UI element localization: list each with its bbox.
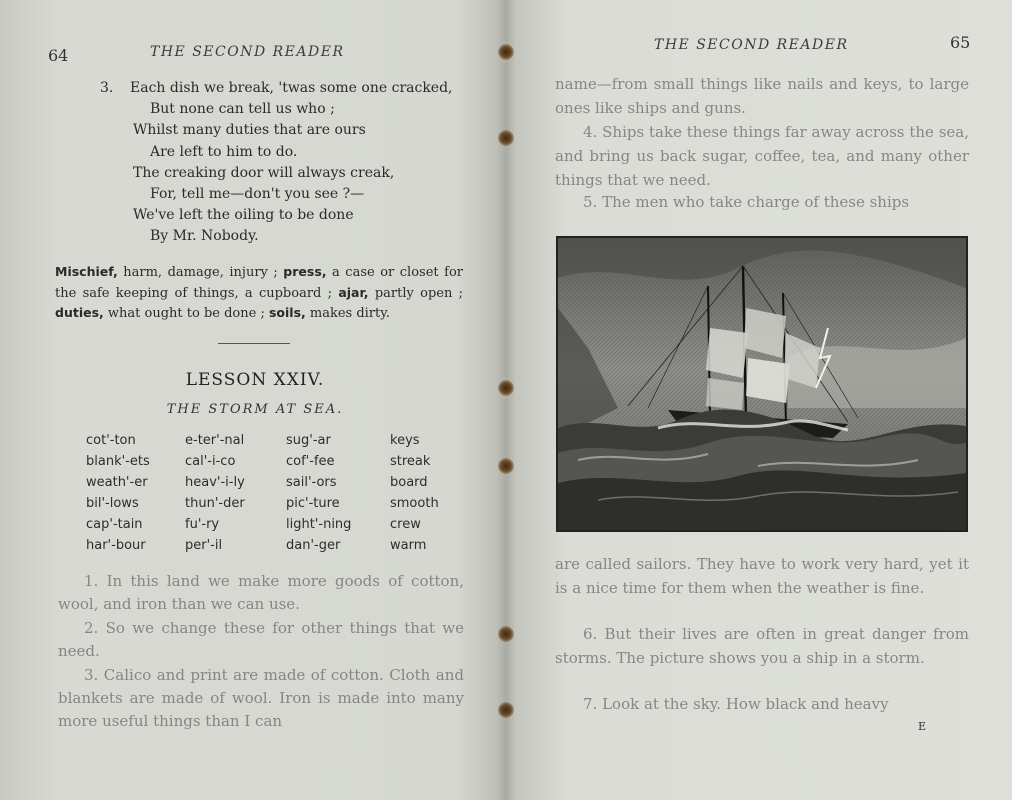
poem-line: For, tell me—don't you see ?— (150, 186, 365, 203)
vocabulary-word: warm (390, 538, 427, 553)
signature-mark: E (918, 720, 927, 733)
poem-line: The creaking door will always creak, (133, 164, 395, 181)
vocabulary-column (390, 430, 500, 556)
vocabulary-word: thun'-der (185, 496, 245, 511)
paragraph: 5. The men who take charge of these ships (583, 193, 910, 211)
poem-stanza (100, 78, 480, 248)
poem-line: Whilst many duties that are ours (133, 122, 366, 139)
vocabulary-word: cal'-i-co (185, 454, 236, 469)
glossary (55, 262, 463, 324)
vocabulary-column (86, 430, 196, 556)
binding-hole (498, 130, 514, 146)
vocabulary-word: light'-ning (286, 517, 352, 532)
vocabulary-word: bil'-lows (86, 496, 139, 511)
section-divider (218, 343, 290, 344)
vocabulary-word: streak (390, 454, 431, 469)
vocabulary-word: har'-bour (86, 538, 146, 553)
running-head: THE SECOND READER (150, 44, 345, 60)
glossary-term: ajar, (338, 284, 369, 300)
page-number: 65 (950, 33, 971, 52)
glossary-definition: makes dirty. (305, 306, 391, 321)
glossary-definition: harm, damage, injury ; (117, 265, 284, 280)
vocabulary-word: blank'-ets (86, 454, 150, 469)
vocabulary-word: cof'-fee (286, 454, 335, 469)
vocabulary-word: smooth (390, 496, 439, 511)
paragraph: 6. But their lives are often in great danger from storms. The picture shows you a ship in a storm. (555, 625, 969, 667)
glossary-definition: partly open ; (368, 285, 463, 301)
vocabulary-column (286, 430, 396, 556)
left-page (0, 0, 500, 800)
glossary-term: duties, (55, 305, 104, 320)
vocabulary-word: dan'-ger (286, 538, 341, 553)
glossary-term: soils, (268, 305, 306, 320)
poem-line: By Mr. Nobody. (150, 228, 259, 245)
paragraph: name—from small things like nails and keys, to large ones like ships and guns. (555, 75, 969, 117)
storm-ship-illustration (556, 236, 968, 532)
poem-line: But none can tell us who ; (150, 101, 335, 118)
vocabulary-word: keys (390, 433, 420, 448)
glossary-term: Mischief, (55, 264, 118, 279)
vocabulary-word: pic'-ture (286, 496, 340, 511)
binding-hole (498, 458, 514, 474)
vocabulary-word: board (390, 475, 428, 490)
vocabulary-word: cot'-ton (86, 433, 136, 448)
vocabulary-word: heav'-i-ly (185, 475, 245, 490)
paragraph: 3. Calico and print are made of cotton. Cloth and blankets are made of wool. Iron is made into many more useful things than I can (58, 666, 464, 730)
binding-hole (498, 380, 514, 396)
poem-line: Are left to him to do. (150, 143, 298, 160)
lesson-subtitle: THE STORM AT SEA. (166, 402, 344, 417)
paragraph: 7. Look at the sky. How black and heavy (583, 695, 889, 713)
vocabulary-column (185, 430, 295, 556)
paragraph: 4. Ships take these things far away across the sea, and bring us back sugar, coffee, tea, and many other things that we need. (555, 123, 969, 189)
ship-engraving (558, 238, 966, 530)
vocabulary-word: fu'-ry (185, 517, 220, 532)
glossary-definition: what ought to be done ; (103, 306, 269, 321)
running-head: THE SECOND READER (654, 37, 849, 53)
vocabulary-word: weath'-er (86, 475, 148, 490)
vocabulary-word: crew (390, 517, 421, 532)
glossary-term: press, (283, 264, 327, 279)
vocabulary-word: per'-il (185, 538, 223, 553)
binding-hole (498, 702, 514, 718)
poem-line: 3. Each dish we break, 'twas some one cracked, (100, 78, 480, 99)
vocabulary-word: sail'-ors (286, 475, 337, 490)
vocabulary-word: sug'-ar (286, 433, 331, 448)
binding-hole (498, 44, 514, 60)
paragraph: 1. In this land we make more goods of cotton, wool, and iron than we can use. (58, 572, 464, 613)
page-number: 64 (48, 46, 69, 65)
paragraph: 2. So we change these for other things that we need. (58, 619, 464, 660)
lesson-title: LESSON XXIV. (185, 370, 325, 390)
vocabulary-word: cap'-tain (86, 517, 143, 532)
binding-hole (498, 626, 514, 642)
poem-line: We've left the oiling to be done (133, 207, 354, 224)
vocabulary-word: e-ter'-nal (185, 433, 245, 448)
stanza-number: 3. (100, 80, 114, 96)
paragraph: are called sailors. They have to work very hard, yet it is a nice time for them when the weather is fine. (555, 555, 969, 597)
glossary-definition: a case or closet for the safe keeping of things, a cupboard ; (55, 265, 463, 301)
